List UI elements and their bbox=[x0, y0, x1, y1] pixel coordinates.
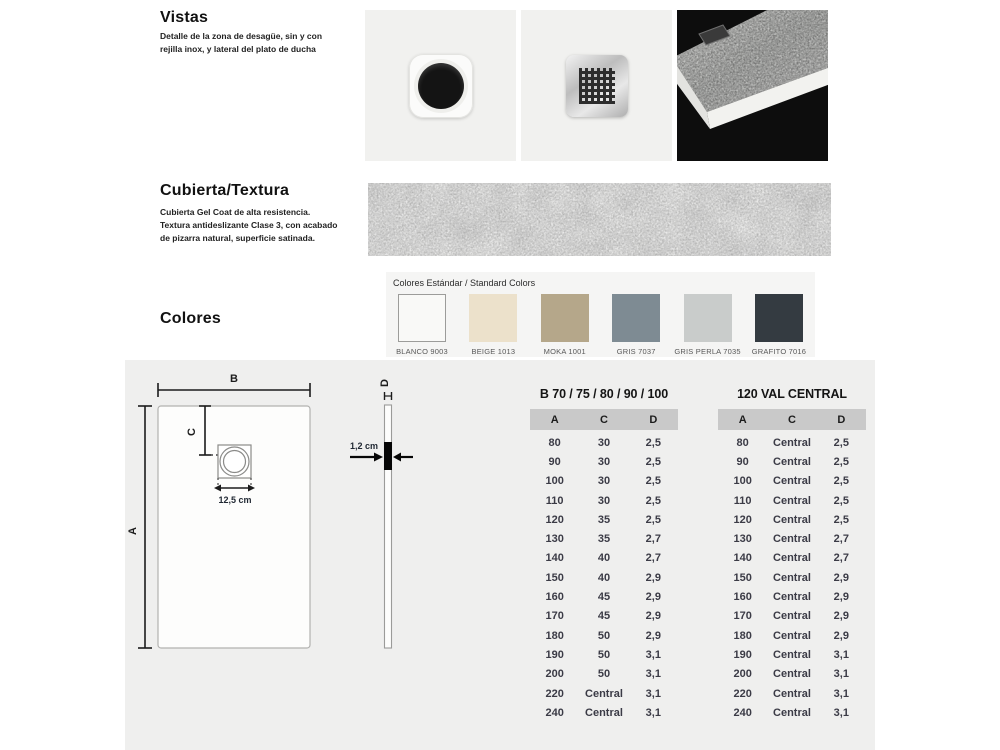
table-cell: 140 bbox=[545, 552, 564, 565]
table-cell: 2,5 bbox=[645, 513, 661, 526]
table-cell: 2,5 bbox=[645, 455, 661, 468]
table-cell: 2,9 bbox=[833, 610, 849, 623]
vista-image-drain-grille bbox=[521, 10, 672, 161]
color-swatch bbox=[464, 294, 522, 356]
color-swatch-box bbox=[684, 294, 732, 342]
table-row bbox=[718, 472, 866, 491]
drain-hole-icon bbox=[418, 63, 464, 109]
table-cell: Central bbox=[773, 591, 811, 604]
table-cell: 30 bbox=[597, 455, 611, 468]
tray-side-profile bbox=[385, 405, 392, 648]
table-cell: 140 bbox=[733, 552, 752, 565]
table-header-row bbox=[530, 409, 678, 430]
color-swatch-label: GRAFITO 7016 bbox=[751, 347, 807, 356]
color-swatch-label: BEIGE 1013 bbox=[471, 347, 516, 356]
table-row bbox=[530, 607, 678, 626]
color-swatch-box bbox=[755, 294, 803, 342]
grille-holes-icon bbox=[579, 68, 615, 104]
table-cell: 170 bbox=[733, 610, 752, 623]
column-header: D bbox=[649, 413, 658, 426]
color-swatch-label: BLANCO 9003 bbox=[396, 347, 448, 356]
table-row bbox=[718, 587, 866, 606]
texture-sample-band bbox=[368, 183, 831, 261]
vistas-section-title: Vistas bbox=[160, 9, 209, 26]
table-cell: Central bbox=[773, 610, 811, 623]
drain-plate bbox=[409, 54, 473, 118]
table-cell: Central bbox=[773, 648, 811, 661]
table-row bbox=[530, 626, 678, 645]
color-swatch bbox=[393, 294, 451, 356]
table-cell: Central bbox=[585, 706, 623, 719]
table-cell: 3,1 bbox=[645, 706, 661, 719]
table-cell: 2,9 bbox=[645, 571, 661, 584]
table-cell: 220 bbox=[733, 687, 752, 700]
tray-corner-illustration bbox=[677, 10, 828, 161]
dim-label-b: B bbox=[230, 373, 238, 385]
table-cell: Central bbox=[773, 706, 811, 719]
table-cell: Central bbox=[773, 455, 811, 468]
column-header: A bbox=[738, 413, 747, 426]
table-cell: 2,5 bbox=[833, 436, 849, 449]
table-cell: Central bbox=[585, 687, 623, 700]
drain-width-label: 12,5 cm bbox=[218, 495, 252, 505]
table-cell: Central bbox=[773, 552, 811, 565]
color-swatch-label: GRIS 7037 bbox=[616, 347, 656, 356]
table-row bbox=[718, 510, 866, 529]
vistas-description: Detalle de la zona de desagüe, sin y con rejilla inox, y lateral del plato de ducha bbox=[160, 31, 323, 54]
column-header: C bbox=[788, 413, 796, 426]
table-row bbox=[530, 568, 678, 587]
table-cell: 40 bbox=[597, 571, 611, 584]
table-cell: 2,9 bbox=[645, 629, 661, 642]
table-cell: 120 bbox=[545, 513, 564, 526]
table-cell: 80 bbox=[736, 436, 749, 449]
table-cell: 3,1 bbox=[645, 687, 661, 700]
dim-label-c: C bbox=[186, 428, 198, 436]
table-row bbox=[718, 607, 866, 626]
table-row bbox=[530, 452, 678, 471]
table-cell: 120 bbox=[733, 513, 752, 526]
table-cell: 160 bbox=[733, 591, 752, 604]
table-cell: 190 bbox=[545, 648, 564, 661]
table-cell: 45 bbox=[597, 591, 611, 604]
table-cell: 240 bbox=[545, 706, 564, 719]
table-cell: 100 bbox=[545, 475, 564, 488]
table-cell: 110 bbox=[545, 494, 564, 507]
table-cell: 2,5 bbox=[645, 475, 661, 488]
table-cell: 3,1 bbox=[833, 668, 849, 681]
table-cell: 2,5 bbox=[645, 436, 661, 449]
table-cell: 30 bbox=[597, 475, 611, 488]
vista-image-tray-corner bbox=[677, 10, 828, 161]
table-cell: Central bbox=[773, 533, 811, 546]
colores-section-title: Colores bbox=[160, 310, 221, 327]
table-row bbox=[718, 433, 866, 452]
table-cell: 190 bbox=[733, 648, 752, 661]
standard-colors-label: Colores Estándar / Standard Colors bbox=[393, 278, 536, 288]
standard-colors-strip bbox=[386, 272, 815, 357]
color-swatch-label: GRIS PERLA 7035 bbox=[674, 347, 741, 356]
dim-label-d: D bbox=[379, 379, 391, 387]
tray-plan-outline bbox=[158, 406, 310, 648]
table-cell: 2,5 bbox=[833, 455, 849, 468]
table-cell: 2,5 bbox=[833, 494, 849, 507]
table-row bbox=[530, 645, 678, 664]
table-title: B 70 / 75 / 80 / 90 / 100 bbox=[539, 387, 669, 401]
spec-table-120-val-central bbox=[718, 386, 866, 722]
table-cell: 2,9 bbox=[833, 629, 849, 642]
table-cell: 3,1 bbox=[833, 687, 849, 700]
table-row bbox=[530, 665, 678, 684]
column-header: D bbox=[837, 413, 846, 426]
table-cell: 2,5 bbox=[833, 475, 849, 488]
column-header: A bbox=[550, 413, 559, 426]
table-row bbox=[530, 433, 678, 452]
table-cell: 130 bbox=[545, 533, 564, 546]
table-cell: 220 bbox=[545, 687, 564, 700]
spec-table-b-series bbox=[530, 386, 678, 722]
table-cell: 2,9 bbox=[833, 571, 849, 584]
color-swatch-label: MOKA 1001 bbox=[543, 347, 586, 356]
table-cell: 2,9 bbox=[645, 610, 661, 623]
cubierta-description: Cubierta Gel Coat de alta resistencia. Textura antideslizante Clase 3, con acabado de pizarra natural, superficie satinada. bbox=[160, 207, 338, 243]
table-row bbox=[718, 684, 866, 703]
table-cell: Central bbox=[773, 513, 811, 526]
table-row bbox=[530, 529, 678, 548]
table-cell: Central bbox=[773, 668, 811, 681]
inox-grille-plate bbox=[566, 55, 628, 117]
table-cell: 170 bbox=[545, 610, 564, 623]
table-row bbox=[530, 549, 678, 568]
side-profile-thickness-mark bbox=[384, 442, 392, 470]
table-row bbox=[718, 665, 866, 684]
table-row bbox=[718, 645, 866, 664]
color-swatch-box bbox=[612, 294, 660, 342]
table-cell: 3,1 bbox=[645, 648, 661, 661]
thickness-label: 1,2 cm bbox=[349, 441, 378, 451]
table-cell: 2,5 bbox=[833, 513, 849, 526]
table-cell: 50 bbox=[597, 668, 611, 681]
table-cell: 50 bbox=[597, 629, 611, 642]
table-cell: 3,1 bbox=[645, 668, 661, 681]
table-cell: 150 bbox=[733, 571, 752, 584]
color-swatch-row bbox=[393, 294, 808, 356]
table-cell: Central bbox=[773, 687, 811, 700]
table-cell: 2,9 bbox=[833, 591, 849, 604]
color-swatch bbox=[674, 294, 741, 356]
table-row bbox=[718, 491, 866, 510]
table-body bbox=[530, 433, 678, 722]
table-row bbox=[718, 626, 866, 645]
cubierta-section-title: Cubierta/Textura bbox=[160, 182, 290, 199]
table-cell: 80 bbox=[548, 436, 561, 449]
table-cell: 50 bbox=[597, 648, 611, 661]
table-cell: 2,7 bbox=[833, 533, 849, 546]
table-row bbox=[718, 568, 866, 587]
table-row bbox=[718, 452, 866, 471]
table-cell: Central bbox=[773, 436, 811, 449]
table-cell: 2,5 bbox=[645, 494, 661, 507]
table-cell: 100 bbox=[733, 475, 752, 488]
color-swatch-box bbox=[398, 294, 446, 342]
table-cell: 2,7 bbox=[833, 552, 849, 565]
table-cell: 35 bbox=[597, 513, 611, 526]
color-swatch-box bbox=[541, 294, 589, 342]
table-row bbox=[530, 510, 678, 529]
color-swatch bbox=[536, 294, 594, 356]
table-cell: 200 bbox=[545, 668, 564, 681]
dim-label-a: A bbox=[127, 527, 139, 535]
table-header-row bbox=[718, 409, 866, 430]
color-swatch bbox=[607, 294, 665, 356]
table-cell: Central bbox=[773, 475, 811, 488]
table-row bbox=[718, 549, 866, 568]
color-swatch-box bbox=[469, 294, 517, 342]
table-cell: Central bbox=[773, 571, 811, 584]
table-cell: 2,7 bbox=[645, 533, 661, 546]
table-cell: 2,7 bbox=[645, 552, 661, 565]
table-cell: 160 bbox=[545, 591, 564, 604]
vista-image-drain-plain bbox=[365, 10, 516, 161]
table-body bbox=[718, 433, 866, 722]
table-row bbox=[530, 703, 678, 722]
table-cell: 90 bbox=[736, 455, 749, 468]
table-cell: 130 bbox=[733, 533, 752, 546]
table-cell: 200 bbox=[733, 668, 752, 681]
table-cell: Central bbox=[773, 629, 811, 642]
table-cell: 35 bbox=[597, 533, 611, 546]
table-row bbox=[530, 684, 678, 703]
table-cell: 45 bbox=[597, 610, 611, 623]
table-cell: 240 bbox=[733, 706, 752, 719]
table-row bbox=[530, 491, 678, 510]
table-cell: 40 bbox=[597, 552, 611, 565]
dimension-diagram bbox=[125, 370, 435, 675]
table-cell: 30 bbox=[597, 436, 611, 449]
table-row bbox=[718, 703, 866, 722]
table-cell: 2,9 bbox=[645, 591, 661, 604]
table-row bbox=[530, 587, 678, 606]
table-title: 120 VAL CENTRAL bbox=[737, 387, 847, 401]
table-cell: 110 bbox=[733, 494, 752, 507]
table-cell: Central bbox=[773, 494, 811, 507]
table-cell: 90 bbox=[548, 455, 561, 468]
column-header: C bbox=[600, 413, 608, 426]
table-cell: 30 bbox=[597, 494, 611, 507]
table-row bbox=[718, 529, 866, 548]
table-cell: 3,1 bbox=[833, 706, 849, 719]
color-swatch bbox=[750, 294, 808, 356]
table-cell: 180 bbox=[733, 629, 752, 642]
table-cell: 180 bbox=[545, 629, 564, 642]
table-row bbox=[530, 472, 678, 491]
table-cell: 3,1 bbox=[833, 648, 849, 661]
table-cell: 150 bbox=[545, 571, 564, 584]
